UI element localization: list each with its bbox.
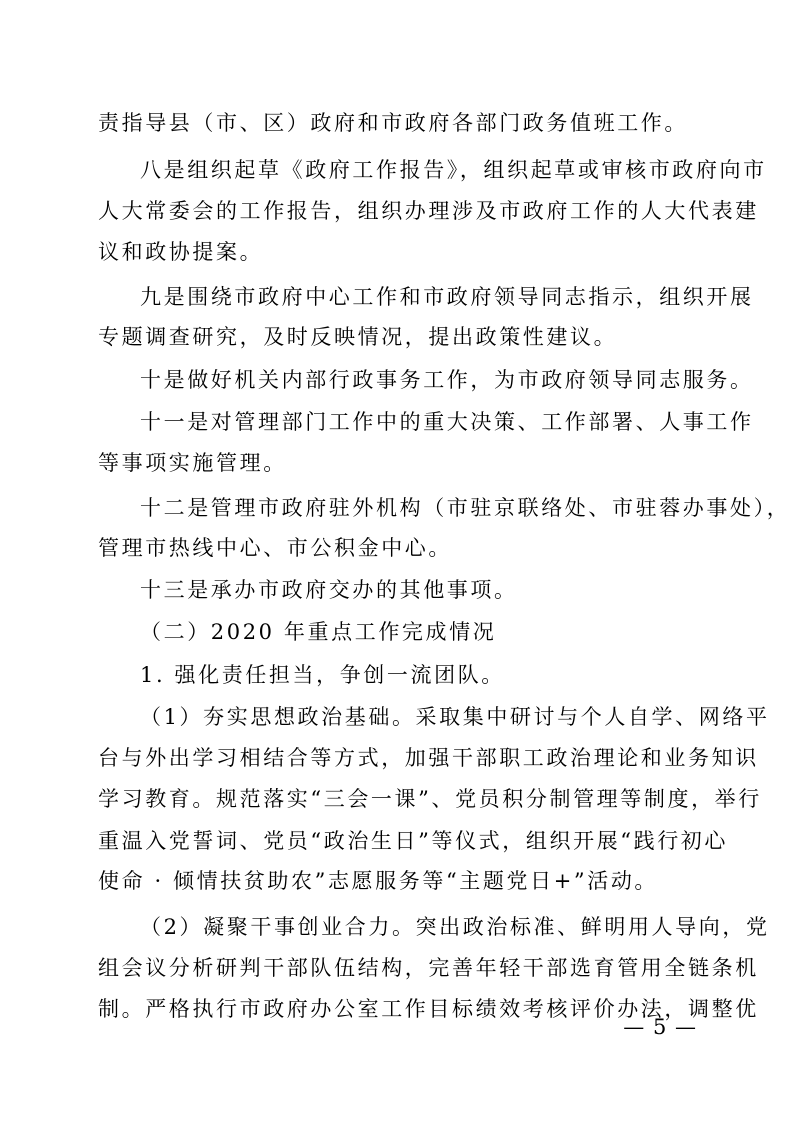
text-line-6: 专题调查研究，及时反映情况，提出政策性建议。 <box>98 325 618 349</box>
text-line-16: 台与外出学习相结合等方式，加强干部职工政治理论和业务知识 <box>98 746 759 770</box>
subsection-heading: 1. 强化责任担当，争创一流团队。 <box>140 663 505 687</box>
text-line-3: 人大常委会的工作报告，组织办理涉及市政府工作的人大代表建 <box>98 199 759 223</box>
text-line-21: 组会议分析研判干部队伍结构，完善年轻干部选育管用全链条机 <box>98 956 759 980</box>
text-line-12: 十三是承办市政府交办的其他事项。 <box>140 578 518 602</box>
text-line-22: 制。严格执行市政府办公室工作目标绩效考核评价办法，调整优 <box>98 997 759 1021</box>
text-line-15: （1）夯实思想政治基础。采取集中研讨与个人自学、网络平 <box>140 705 770 729</box>
text-line-1: 责指导县（市、区）政府和市政府各部门政务值班工作。 <box>98 111 688 135</box>
text-line-11: 管理市热线中心、市公积金中心。 <box>98 536 452 560</box>
page-number: — 5 — <box>623 1015 697 1039</box>
text-line-8: 十一是对管理部门工作中的重大决策、工作部署、人事工作 <box>140 410 754 434</box>
text-line-4: 议和政协提案。 <box>98 240 264 264</box>
text-line-19: 使命 · 倾情扶贫助农”志愿服务等“主题党日+”活动。 <box>98 869 659 893</box>
text-line-17: 学习教育。规范落实“三会一课”、党员积分制管理等制度，举行 <box>98 787 762 811</box>
text-line-7: 十是做好机关内部行政事务工作，为市政府领导同志服务。 <box>140 368 754 392</box>
text-line-9: 等事项实施管理。 <box>98 451 287 475</box>
text-line-10: 十二是管理市政府驻外机构（市驻京联络处、市驻蓉办事处）， <box>140 496 791 520</box>
text-line-2: 八是组织起草《政府工作报告》，组织起草或审核市政府向市 <box>140 158 767 182</box>
text-line-20: （2）凝聚干事创业合力。突出政治标准、鲜明用人导向，党 <box>140 915 770 939</box>
text-line-5: 九是围绕市政府中心工作和市政府领导同志指示，组织开展 <box>140 285 754 309</box>
section-heading: （二）2020 年重点工作完成情况 <box>140 620 497 644</box>
text-line-18: 重温入党誓词、党员“政治生日”等仪式，组织开展“践行初心 <box>98 829 729 853</box>
